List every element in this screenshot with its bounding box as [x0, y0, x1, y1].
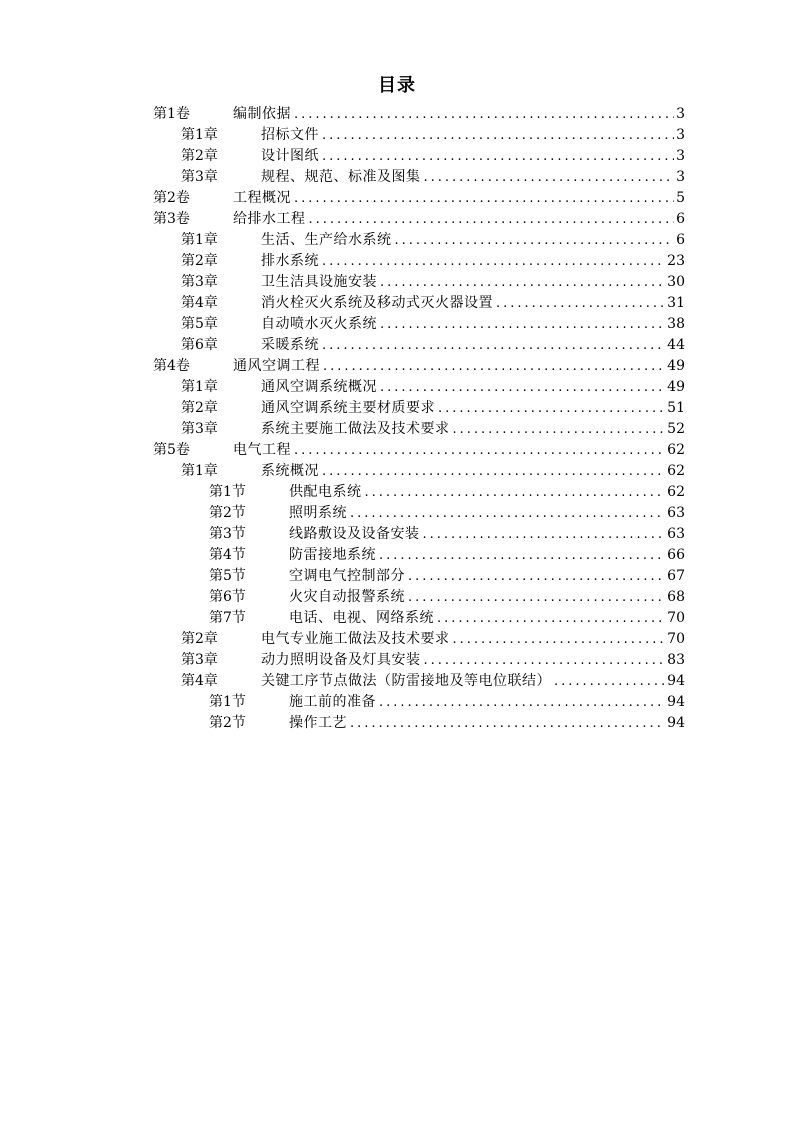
toc-entry-page-number: 52 [667, 421, 685, 437]
toc-entry-page-number: 23 [667, 253, 685, 269]
toc-entry-title: 通风空调工程 [233, 358, 320, 374]
toc-entry[interactable] [181, 314, 685, 335]
toc-entry-title: 空调电气控制部分 [289, 568, 405, 584]
toc-dot-leader [424, 167, 675, 188]
toc-entry[interactable] [181, 398, 685, 419]
toc-entry-page-number: 3 [676, 127, 685, 143]
toc-entry-number: 第4节 [209, 547, 246, 563]
toc-dot-leader [380, 314, 665, 335]
toc-entry-number: 第4卷 [153, 358, 190, 374]
toc-dot-leader [322, 461, 665, 482]
toc-entry-title: 工程概况 [233, 190, 291, 206]
toc-entry-page-number: 94 [667, 694, 685, 710]
toc-entry-title: 系统概况 [261, 463, 319, 479]
toc-entry-number: 第1章 [181, 232, 218, 248]
page-title: 目录 [378, 75, 416, 96]
toc-dot-leader [437, 608, 665, 629]
toc-entry-number: 第1章 [181, 379, 218, 395]
toc-dot-leader [380, 272, 665, 293]
toc-dot-leader [322, 251, 665, 272]
toc-entry[interactable] [153, 356, 685, 377]
toc-entry-number: 第3章 [181, 274, 218, 290]
toc-entry-title: 给排水工程 [233, 211, 306, 227]
toc-entry[interactable] [209, 608, 685, 629]
toc-dot-leader [379, 545, 665, 566]
toc-entry-title: 线路敷设及设备安装 [289, 526, 420, 542]
toc-entry-page-number: 63 [667, 526, 685, 542]
toc-entry[interactable] [181, 146, 685, 167]
toc-dot-leader [294, 440, 665, 461]
toc-entry-title: 供配电系统 [289, 484, 362, 500]
toc-dot-leader [350, 503, 665, 524]
toc-dot-leader [496, 293, 665, 314]
toc-dot-leader [309, 209, 675, 230]
toc-entry-title: 防雷接地系统 [289, 547, 376, 563]
toc-dot-leader [453, 419, 666, 440]
toc-entry-page-number: 31 [667, 295, 685, 311]
toc-entry-page-number: 6 [676, 232, 685, 248]
toc-dot-leader [438, 398, 665, 419]
toc-entry-number: 第2章 [181, 148, 218, 164]
toc-entry-title: 通风空调系统概况 [261, 379, 377, 395]
toc-entry-page-number: 49 [667, 379, 685, 395]
toc-entry-title: 规程、规范、标准及图集 [261, 169, 421, 185]
toc-entry-page-number: 83 [667, 652, 685, 668]
toc-entry-title: 消火栓灭火系统及移动式灭火器设置 [261, 295, 493, 311]
toc-entry-title: 招标文件 [261, 127, 319, 143]
toc-entry-page-number: 49 [667, 358, 685, 374]
toc-entry[interactable] [181, 230, 685, 251]
toc-entry-number: 第6章 [181, 337, 218, 353]
toc-entry[interactable] [209, 482, 685, 503]
toc-entry[interactable] [209, 692, 685, 713]
toc-entry[interactable] [181, 419, 685, 440]
toc-entry-page-number: 3 [676, 148, 685, 164]
toc-entry-title: 电气专业施工做法及技术要求 [261, 631, 450, 647]
toc-entry[interactable] [181, 671, 685, 692]
toc-entry[interactable] [153, 209, 685, 230]
toc-dot-leader [350, 713, 665, 734]
toc-entry-number: 第4章 [181, 673, 218, 689]
toc-entry-title: 关键工序节点做法（防雷接地及等电位联结） [261, 673, 551, 689]
toc-entry[interactable] [181, 377, 685, 398]
toc-entry-page-number: 62 [667, 463, 685, 479]
toc-entry-page-number: 3 [676, 169, 685, 185]
toc-entry-number: 第2章 [181, 253, 218, 269]
toc-entry-page-number: 3 [676, 106, 685, 122]
toc-entry-number: 第1卷 [153, 106, 190, 122]
toc-entry-number: 第2节 [209, 505, 246, 521]
toc-entry-page-number: 68 [667, 589, 685, 605]
toc-dot-leader [408, 566, 665, 587]
toc-entry-title: 卫生洁具设施安装 [261, 274, 377, 290]
toc-entry[interactable] [181, 335, 685, 356]
toc-entry[interactable] [181, 167, 685, 188]
toc-entry-number: 第4章 [181, 295, 218, 311]
toc-entry-page-number: 38 [667, 316, 685, 332]
toc-entry-number: 第7节 [209, 610, 246, 626]
toc-dot-leader [379, 692, 665, 713]
toc-entry-title: 电话、电视、网络系统 [289, 610, 434, 626]
toc-entry[interactable] [209, 713, 685, 734]
toc-entry-title: 通风空调系统主要材质要求 [261, 400, 435, 416]
toc-entry[interactable] [181, 125, 685, 146]
toc-entry[interactable] [181, 650, 685, 671]
toc-entry-number: 第3章 [181, 169, 218, 185]
toc-entry-title: 照明系统 [289, 505, 347, 521]
toc-entry[interactable] [153, 188, 685, 209]
toc-entry-title: 设计图纸 [261, 148, 319, 164]
toc-dot-leader [294, 104, 674, 125]
toc-dot-leader [322, 146, 674, 167]
toc-dot-leader [554, 671, 665, 692]
toc-entry-number: 第3章 [181, 421, 218, 437]
toc-dot-leader [380, 377, 665, 398]
toc-dot-leader [395, 230, 675, 251]
toc-entry-title: 电气工程 [233, 442, 291, 458]
toc-entry[interactable] [181, 272, 685, 293]
toc-entry-number: 第3卷 [153, 211, 190, 227]
toc-entry-title: 火灾自动报警系统 [289, 589, 405, 605]
toc-entry[interactable] [209, 524, 685, 545]
toc-entry-page-number: 6 [676, 211, 685, 227]
toc-entry-page-number: 44 [667, 337, 685, 353]
toc-entry-number: 第2章 [181, 400, 218, 416]
toc-entry-number: 第2节 [209, 715, 246, 731]
toc-entry[interactable] [181, 293, 685, 314]
toc-entry-number: 第5章 [181, 316, 218, 332]
toc-dot-leader [408, 587, 665, 608]
toc-entry[interactable] [181, 251, 685, 272]
toc-entry-title: 自动喷水灭火系统 [261, 316, 377, 332]
toc-entry-page-number: 70 [667, 610, 685, 626]
toc-entry[interactable] [153, 104, 685, 125]
toc-entry-page-number: 66 [667, 547, 685, 563]
toc-entry-page-number: 67 [667, 568, 685, 584]
toc-entry-number: 第6节 [209, 589, 246, 605]
toc-entry-page-number: 94 [667, 715, 685, 731]
toc-dot-leader [365, 482, 666, 503]
toc-entry-number: 第5卷 [153, 442, 190, 458]
toc-dot-leader [322, 335, 665, 356]
toc-entry-page-number: 62 [667, 484, 685, 500]
toc-entry-number: 第1节 [209, 694, 246, 710]
toc-entry-number: 第1节 [209, 484, 246, 500]
toc-dot-leader [323, 356, 665, 377]
toc-dot-leader [294, 188, 674, 209]
toc-entry[interactable] [209, 545, 685, 566]
toc-entry-title: 编制依据 [233, 106, 291, 122]
toc-dot-leader [453, 629, 666, 650]
toc-entry[interactable] [209, 503, 685, 524]
toc-entry-page-number: 70 [667, 631, 685, 647]
toc-entry-number: 第2卷 [153, 190, 190, 206]
toc-entry-title: 动力照明设备及灯具安装 [261, 652, 421, 668]
toc-entry-page-number: 94 [667, 673, 685, 689]
toc-entry[interactable] [181, 461, 685, 482]
toc-entry[interactable] [153, 440, 685, 461]
toc-entry[interactable] [209, 566, 685, 587]
toc-dot-leader [423, 524, 666, 545]
toc-entry-title: 生活、生产给水系统 [261, 232, 392, 248]
toc-entry-page-number: 30 [667, 274, 685, 290]
toc-entry-title: 排水系统 [261, 253, 319, 269]
toc-entry[interactable] [181, 629, 685, 650]
toc-entry[interactable] [209, 587, 685, 608]
toc-entry-page-number: 51 [667, 400, 685, 416]
toc-entry-page-number: 5 [676, 190, 685, 206]
toc-dot-leader [322, 125, 674, 146]
toc-entry-title: 采暖系统 [261, 337, 319, 353]
toc-entry-number: 第1章 [181, 463, 218, 479]
toc-entry-number: 第3节 [209, 526, 246, 542]
toc-entry-title: 操作工艺 [289, 715, 347, 731]
toc-entry-page-number: 62 [667, 442, 685, 458]
toc-entry-title: 系统主要施工做法及技术要求 [261, 421, 450, 437]
toc-entry-number: 第2章 [181, 631, 218, 647]
toc-entry-title: 施工前的准备 [289, 694, 376, 710]
toc-dot-leader [424, 650, 666, 671]
toc-entry-number: 第5节 [209, 568, 246, 584]
toc-entry-number: 第1章 [181, 127, 218, 143]
toc-entry-page-number: 63 [667, 505, 685, 521]
toc-entry-number: 第3章 [181, 652, 218, 668]
